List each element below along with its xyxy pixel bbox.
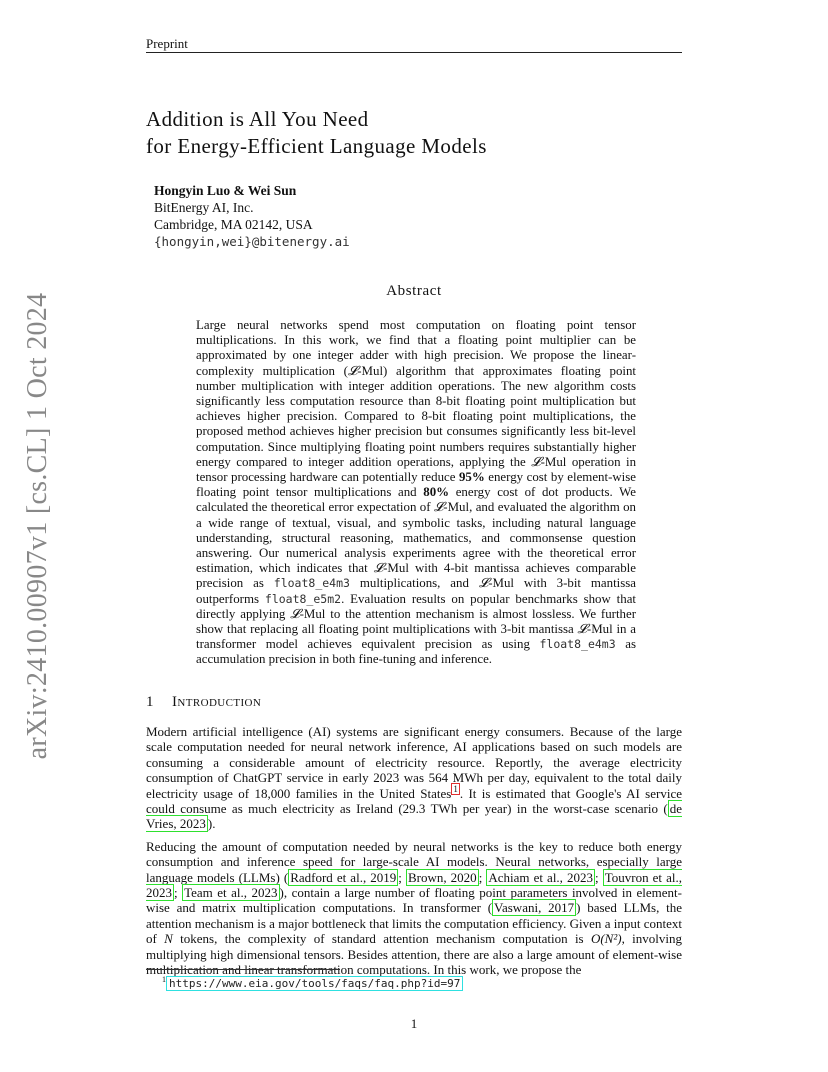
citation-link[interactable]: Touvron et al., 2023	[146, 869, 682, 901]
abstract-text-segment: -Mul operation in tensor processing hardware can potentially reduce	[196, 454, 637, 485]
citation-separator: ;	[478, 869, 487, 885]
l-mul-symbol: 𝓛	[433, 500, 444, 515]
abstract-heading: Abstract	[386, 283, 442, 299]
intro-text-segment: Modern artificial intelligence (AI) systems are significant energy consumers. Because of the large scale computation needed for neural network inference, AI applications based on such models are consuming a considerable amount of electricity resource. Reportly, the average electricity consumption of ChatGPT service in early 2023 was 564 MWh per day, equivalent to the total daily electricity usage of 18,000 families in the United States	[146, 724, 682, 801]
code-term: float8_e4m3	[539, 637, 616, 652]
abstract-bold-figure: 80%	[423, 485, 450, 500]
abstract-text-segment: -Mul to the attention mechanism is almost lossless. We further show that replacing all floating point multiplications with 3-bit mantissa	[196, 606, 637, 637]
math-expression: O(N²)	[590, 931, 622, 947]
code-term: float8_e4m3	[273, 576, 350, 591]
intro-text-segment: ), contain a large number of floating point parameters involved in element-wise and matrix multiplication computations. In transformer (	[146, 885, 682, 916]
arxiv-identifier: arXiv:2410.00907v1 [cs.CL] 1 Oct 2024	[22, 292, 53, 760]
intro-text-segment: . It is estimated that Google's AI service could consume as much electricity as Ireland (29.3 TWh per year) in the worst-case scenario (	[146, 785, 682, 817]
abstract-text-segment: Large neural networks spend most computation on floating point tensor multiplications. In this work, we find that a floating point multiplier can be approximated by one integer adder with high precision. We propose the linear-complexity multiplication (	[196, 318, 636, 378]
intro-text-segment: ).	[207, 816, 216, 832]
section-number: 1	[146, 694, 154, 710]
citation-link[interactable]: Vaswani, 2017	[494, 900, 575, 916]
page-number: 1	[410, 1016, 418, 1031]
author-block	[154, 182, 350, 250]
abstract-text-segment: multiplications, and	[349, 576, 479, 591]
citation-link[interactable]: Radford et al., 2019	[290, 869, 397, 885]
abstract-text-segment: -Mul with 3-bit mantissa outperforms	[196, 576, 637, 606]
citation-link[interactable]: de Vries, 2023	[146, 801, 682, 832]
section-heading	[146, 694, 261, 711]
footnote-url-link[interactable]: https://www.eia.gov/tools/faqs/faq.php?id=97	[166, 976, 463, 991]
abstract-bold-figure: 95%	[458, 470, 485, 485]
l-mul-symbol: 𝓛	[478, 576, 489, 591]
introduction-body	[146, 724, 682, 985]
author-names: Hongyin Luo & Wei Sun	[154, 183, 297, 198]
l-mul-symbol: 𝓛	[347, 363, 358, 378]
l-mul-symbol: 𝓛	[373, 561, 384, 576]
intro-paragraph-1	[146, 724, 682, 832]
intro-paragraph-2	[146, 839, 682, 978]
footnote-number: 1	[162, 975, 166, 984]
citation-separator: ;	[174, 885, 183, 901]
math-variable: N	[164, 931, 173, 947]
title-line-1: Addition is All You Need	[146, 107, 369, 131]
abstract-text	[196, 318, 636, 668]
intro-text-segment: Reducing the amount of computation needed by neural networks is the key to reduce both energy consumption and inference speed for large-scale AI models. Neural networks, especially large language models (LLMs) (	[146, 838, 682, 885]
header-rule	[146, 52, 682, 53]
abstract-text-segment: energy cost by element-wise floating point tensor multiplications and	[196, 470, 636, 500]
footnote-marker[interactable]: 1	[453, 784, 458, 795]
intro-text-segment: tokens, the complexity of standard attention mechanism computation is	[172, 931, 591, 947]
footnote	[162, 975, 463, 990]
paper-title	[146, 106, 686, 160]
intro-text-segment: , involving multiplying high dimensional tensors. Besides attention, there are also a large amount of element-wise multiplication and linear transformation computations. In this work, we propose the	[146, 931, 682, 978]
l-mul-symbol: 𝓛	[531, 454, 541, 469]
running-header: Preprint	[146, 36, 188, 51]
citation-separator: ;	[398, 869, 406, 885]
abstract-text-segment: -Mul with 4-bit mantissa achieves comparable precision as	[196, 561, 636, 591]
code-term: float8_e5m2	[264, 591, 342, 606]
author-email: {hongyin,wei}@bitenergy.ai	[154, 234, 350, 249]
abstract-text-segment: -Mul, and evaluated the algorithm on a wide range of textual, visual, and symbolic tasks, including natural language understanding, structural reasoning, mathematics, and commonsense question answering. Our numerical analysis experiments agree with the theoretical error estimation, which indicates that	[196, 500, 637, 576]
title-line-2: for Energy-Efficient Language Models	[146, 134, 487, 158]
footnote-rule	[146, 969, 340, 970]
abstract-text-segment: . Evaluation results on popular benchmarks show that directly applying	[196, 591, 637, 621]
citation-link[interactable]: Brown, 2020	[407, 869, 477, 885]
abstract-text-segment: -Mul in a transformer model achieves equivalent precision as using	[196, 622, 637, 652]
abstract-text-segment: energy cost of dot products. We calculated the theoretical error expectation of	[196, 485, 636, 515]
abstract-text-segment: -Mul) algorithm that approximates floating point number multiplication with integer addition operations. The new algorithm costs significantly less computation resource than 8-bit floating point multiplication but achieves higher precision. Compared to 8-bit floating point multiplications, the proposed method achieves higher precision but consumes significantly less bit-level computation. Since multiplying floating point numbers requires substantially higher energy compared to integer addition operations, applying the	[196, 363, 636, 469]
citation-separator: ;	[595, 869, 603, 885]
author-address: Cambridge, MA 02142, USA	[154, 217, 313, 232]
author-affiliation: BitEnergy AI, Inc.	[154, 200, 254, 215]
l-mul-symbol: 𝓛	[577, 622, 587, 637]
intro-text-segment: ) based LLMs, the attention mechanism is a major bottleneck that limits the computation efficiency. Given a input context of	[146, 900, 683, 947]
citation-link[interactable]: Team et al., 2023	[184, 885, 278, 901]
citation-link[interactable]: Achiam et al., 2023	[488, 869, 594, 885]
l-mul-symbol: 𝓛	[290, 606, 300, 621]
abstract-text-segment: as accumulation precision in both fine-tuning and inference.	[196, 637, 636, 667]
section-title: Introduction	[172, 694, 262, 710]
